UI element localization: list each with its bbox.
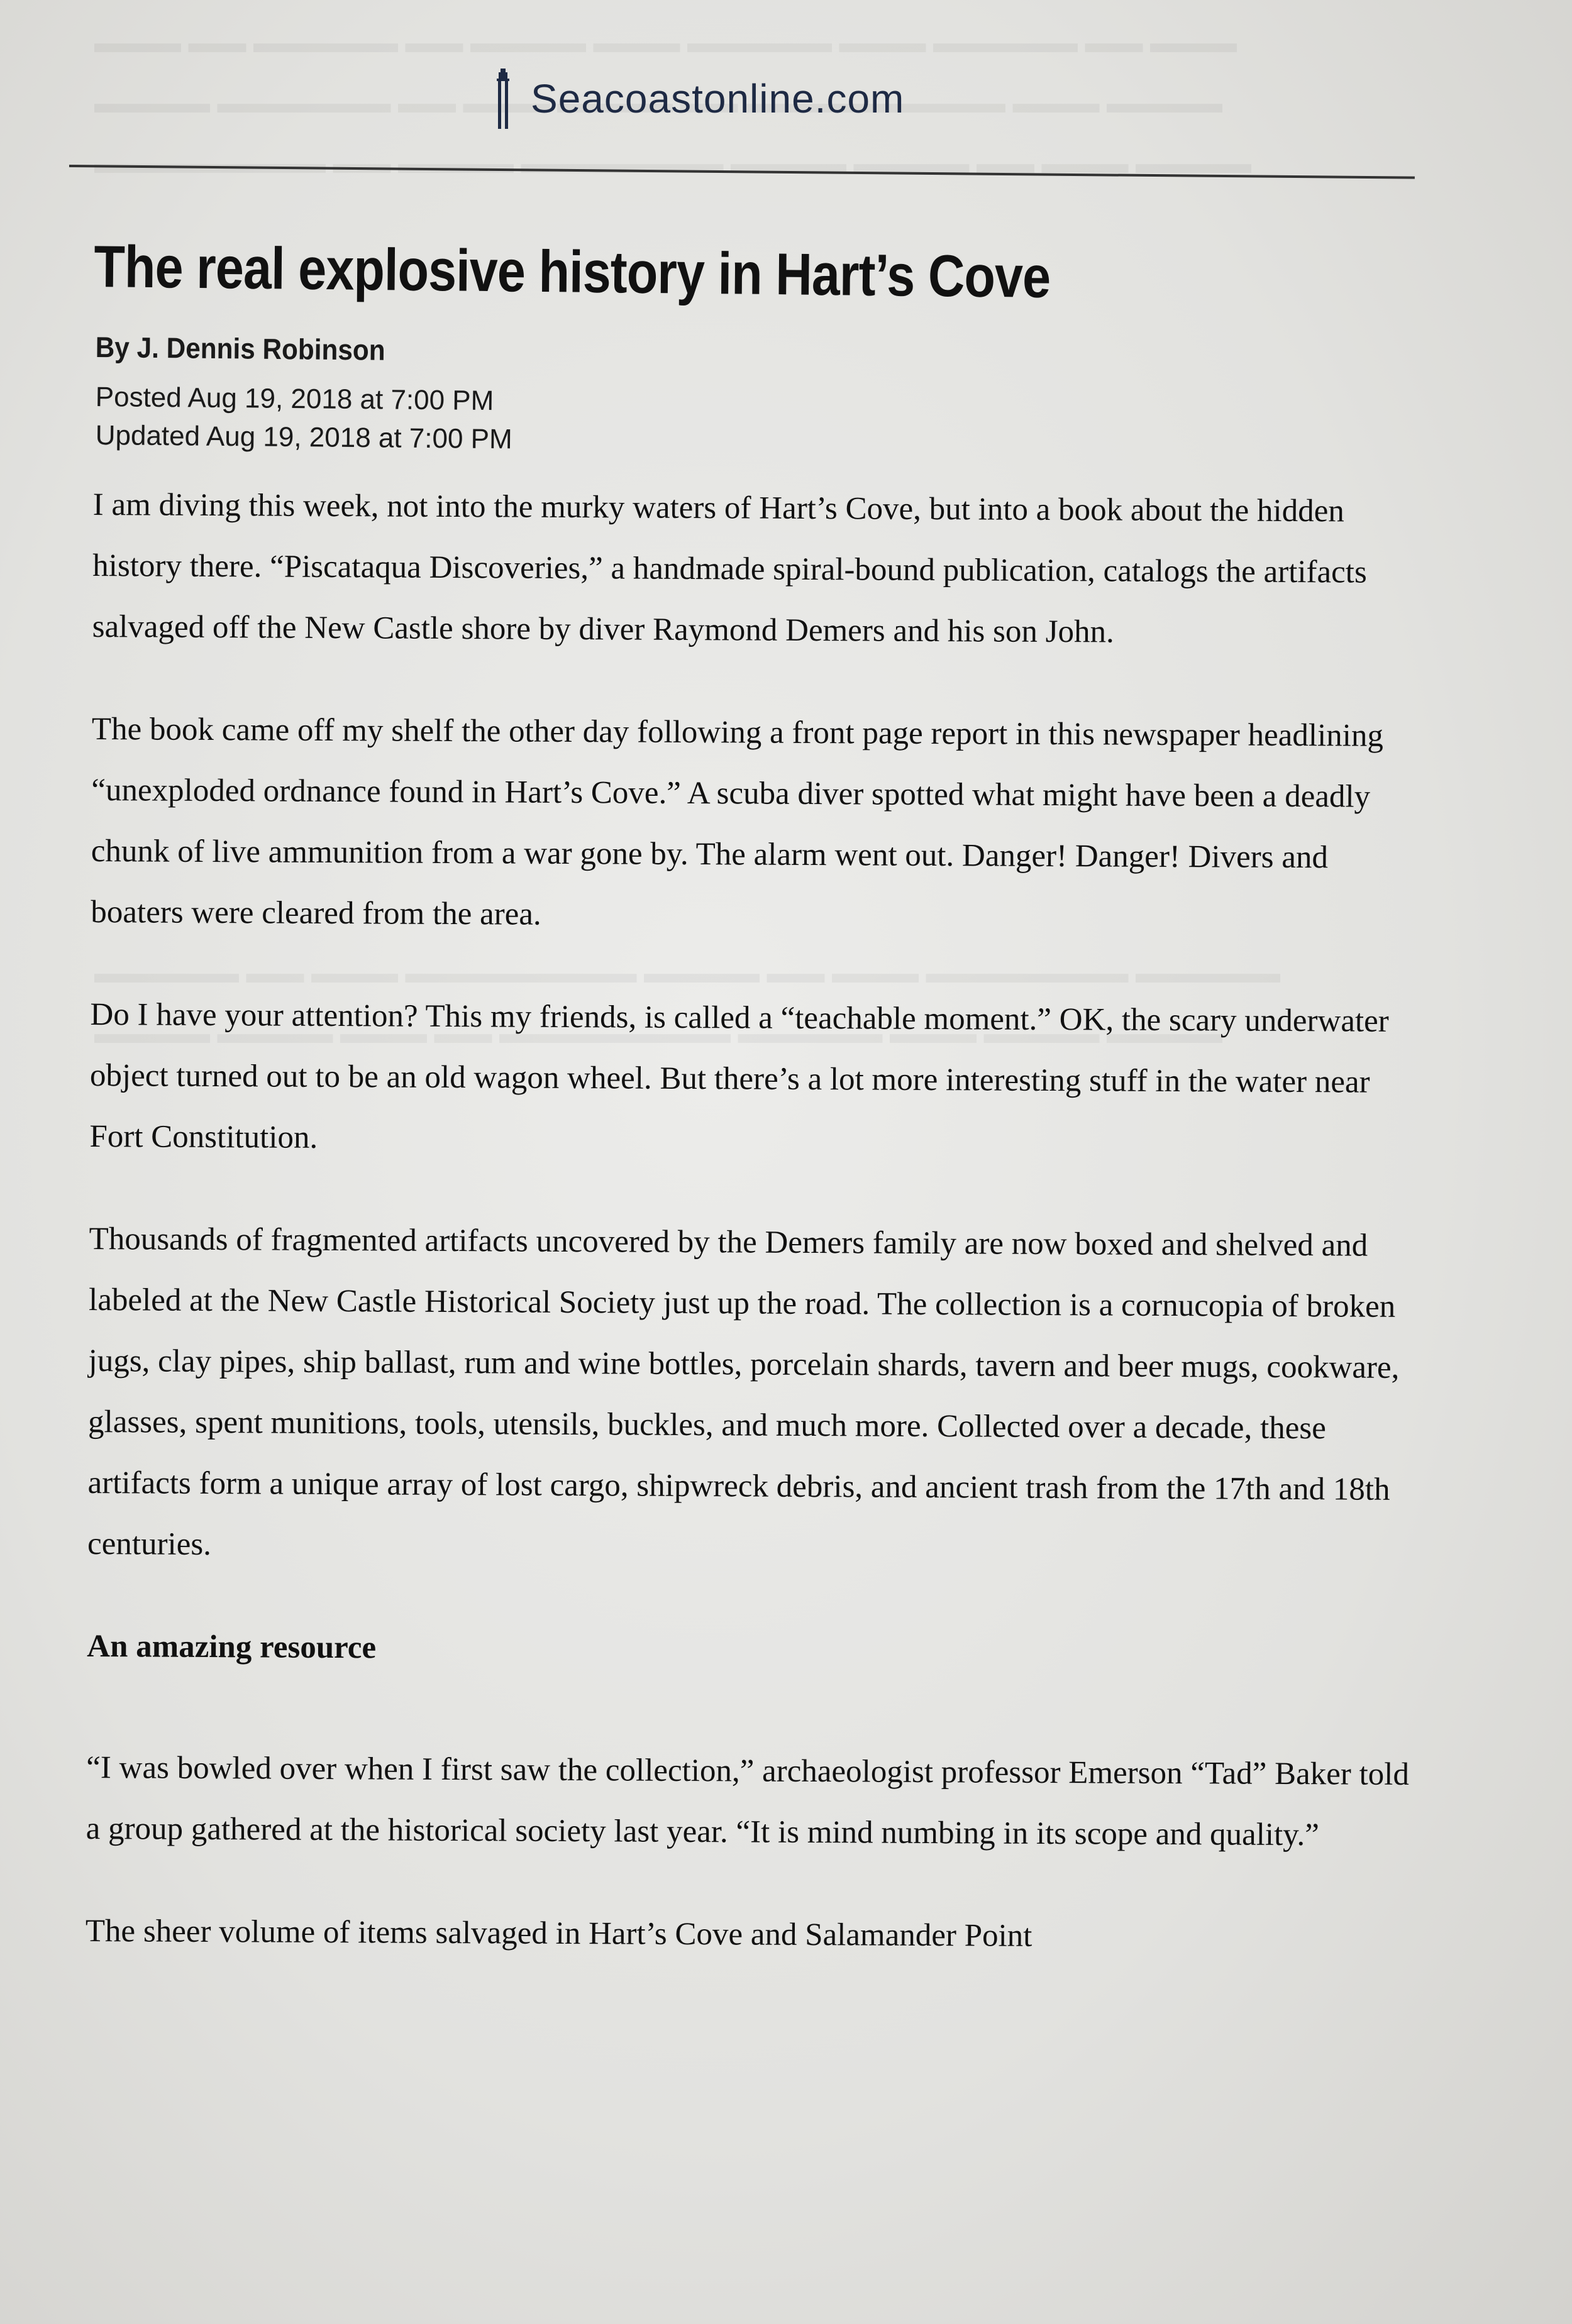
- lighthouse-icon: [490, 69, 516, 129]
- paragraph: “I was bowled over when I first saw the collection,” archaeologist professor Emerson “Tad” Baker told a group gathered at the historical society last year. “It is mind numbing in its scope and quality.”: [86, 1749, 1410, 1853]
- paragraph: Do I have your attention? This my friends, is called a “teachable moment.” OK, the scary underwater object turned out to be an old wagon wheel. But there’s a lot more interesting stuff in the water near Fort Constitution.: [89, 996, 1389, 1155]
- paragraph: I am diving this week, not into the murky waters of Hart’s Cove, but into a book about the hidden history there. “Piscataqua Discoveries,” a handmade spiral-bound publication, catalogs the artifacts salvaged off the New Castle shore by diver Raymond Demers and his son John.: [92, 487, 1367, 650]
- paragraph: The book came off my shelf the other day following a front page report in this newspaper headlining “unexploded ordnance found in Hart’s Cove.” A scuba diver spotted what might have been a deadly chunk of live ammunition from a war gone by. The alarm went out. Danger! Danger! Divers and boaters were cleared from the area.: [91, 711, 1384, 932]
- paragraph: The sheer volume of items salvaged in Hart’s Cove and Salamander Point: [85, 1913, 1032, 1954]
- paragraph: Thousands of fragmented artifacts uncovered by the Demers family are now boxed and shelved and labeled at the New Castle Historical Society just up the road. The collection is a cornucopia of broken jugs, clay pipes, ship ballast, rum and wine bottles, porcelain shards, tavern and beer mugs, cookware, glasses, spent munitions, tools, utensils, buckles, and much more. Collected over a decade, these artifacts form a unique array of lost cargo, shipwreck debris, and ancient trash from the 17th and 18th centuries.: [87, 1221, 1400, 1563]
- subheading: An amazing resource: [87, 1628, 377, 1666]
- byline: By J. Dennis Robinson: [95, 330, 385, 366]
- article-body: [85, 475, 1426, 2010]
- article-headline: The real explosive history in Hart’s Cove: [94, 233, 1051, 310]
- site-name: Seacoastonline.com: [531, 76, 905, 121]
- posted-date: Posted Aug 19, 2018 at 7:00 PM: [95, 382, 494, 417]
- masthead: [490, 64, 904, 133]
- updated-date: Updated Aug 19, 2018 at 7:00 PM: [95, 420, 512, 455]
